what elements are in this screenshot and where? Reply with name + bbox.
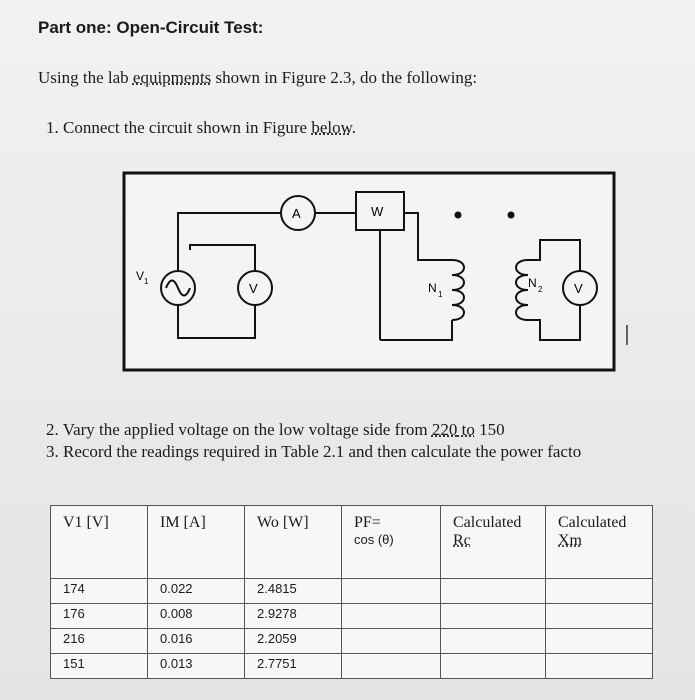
step-2 — [46, 420, 505, 440]
n2-subscript: 2 — [538, 285, 543, 294]
step-2-to-value: 150 — [474, 420, 505, 439]
intro-line — [38, 68, 477, 88]
step-1-link-word: below — [311, 118, 352, 137]
header-im: IM [A] — [148, 506, 245, 579]
cell-xm — [546, 654, 653, 679]
header-rc-line1: Calculated — [453, 514, 522, 531]
cell-rc — [441, 579, 546, 604]
header-wo: Wo [W] — [245, 506, 342, 579]
cell-im: 0.016 — [148, 629, 245, 654]
cell-pf — [342, 629, 441, 654]
source-subscript: 1 — [144, 277, 149, 286]
header-v1: V1 [V] — [51, 506, 148, 579]
header-pf-line1: PF= — [354, 514, 381, 531]
header-rc-line2: Rc — [453, 532, 471, 549]
header-pf — [342, 506, 441, 579]
voltmeter-secondary-label: V — [574, 281, 583, 296]
voltmeter-primary-label: V — [249, 281, 258, 296]
table-row — [51, 629, 653, 654]
cell-v1: 174 — [51, 579, 148, 604]
n2-label: N — [528, 276, 537, 290]
cell-v1: 151 — [51, 654, 148, 679]
n1-subscript: 1 — [438, 290, 443, 299]
step-1-end: . — [351, 118, 357, 137]
cell-wo: 2.9278 — [245, 604, 342, 629]
cell-im: 0.022 — [148, 579, 245, 604]
intro-text-end: shown in Figure 2.3, do the following: — [211, 68, 478, 87]
cell-im: 0.008 — [148, 604, 245, 629]
cell-wo: 2.7751 — [245, 654, 342, 679]
cell-rc — [441, 629, 546, 654]
step-2-text: 2. Vary the applied voltage on the low voltage side from — [46, 420, 432, 439]
cell-wo: 2.4815 — [245, 579, 342, 604]
cell-rc — [441, 604, 546, 629]
cell-v1: 216 — [51, 629, 148, 654]
step-1 — [46, 118, 356, 138]
cell-xm — [546, 579, 653, 604]
cell-rc — [441, 654, 546, 679]
cell-xm — [546, 629, 653, 654]
step-2-from-value: 220 — [431, 420, 458, 439]
cell-pf — [342, 604, 441, 629]
step-1-text: 1. Connect the circuit shown in Figure — [46, 118, 312, 137]
wattmeter-label: W — [371, 204, 384, 219]
intro-link-word: equipments — [132, 68, 212, 87]
header-rc — [441, 506, 546, 579]
step-2-to-word: to — [457, 420, 475, 439]
polarity-dot-primary — [455, 212, 462, 219]
ammeter-label: A — [292, 206, 301, 221]
table-row — [51, 654, 653, 679]
header-pf-line2: cos (θ) — [354, 532, 394, 547]
cell-xm — [546, 604, 653, 629]
table-row — [51, 579, 653, 604]
intro-text: Using the lab — [38, 68, 133, 87]
cell-wo: 2.2059 — [245, 629, 342, 654]
section-heading: Part one: Open-Circuit Test: — [38, 18, 264, 37]
header-xm — [546, 506, 653, 579]
table-row — [51, 604, 653, 629]
header-xm-line1: Calculated — [558, 514, 627, 531]
n1-label: N — [428, 281, 437, 295]
table-header-row — [51, 506, 653, 579]
polarity-dot-secondary — [508, 212, 515, 219]
source-label: V — [136, 269, 145, 283]
readings-table — [50, 505, 653, 679]
step-3: 3. Record the readings required in Table 2.1 and then calculate the power facto — [46, 442, 582, 461]
cell-pf — [342, 654, 441, 679]
circuit-diagram — [0, 160, 695, 375]
cell-pf — [342, 579, 441, 604]
cell-v1: 176 — [51, 604, 148, 629]
header-xm-line2: Xm — [558, 532, 582, 549]
cell-im: 0.013 — [148, 654, 245, 679]
